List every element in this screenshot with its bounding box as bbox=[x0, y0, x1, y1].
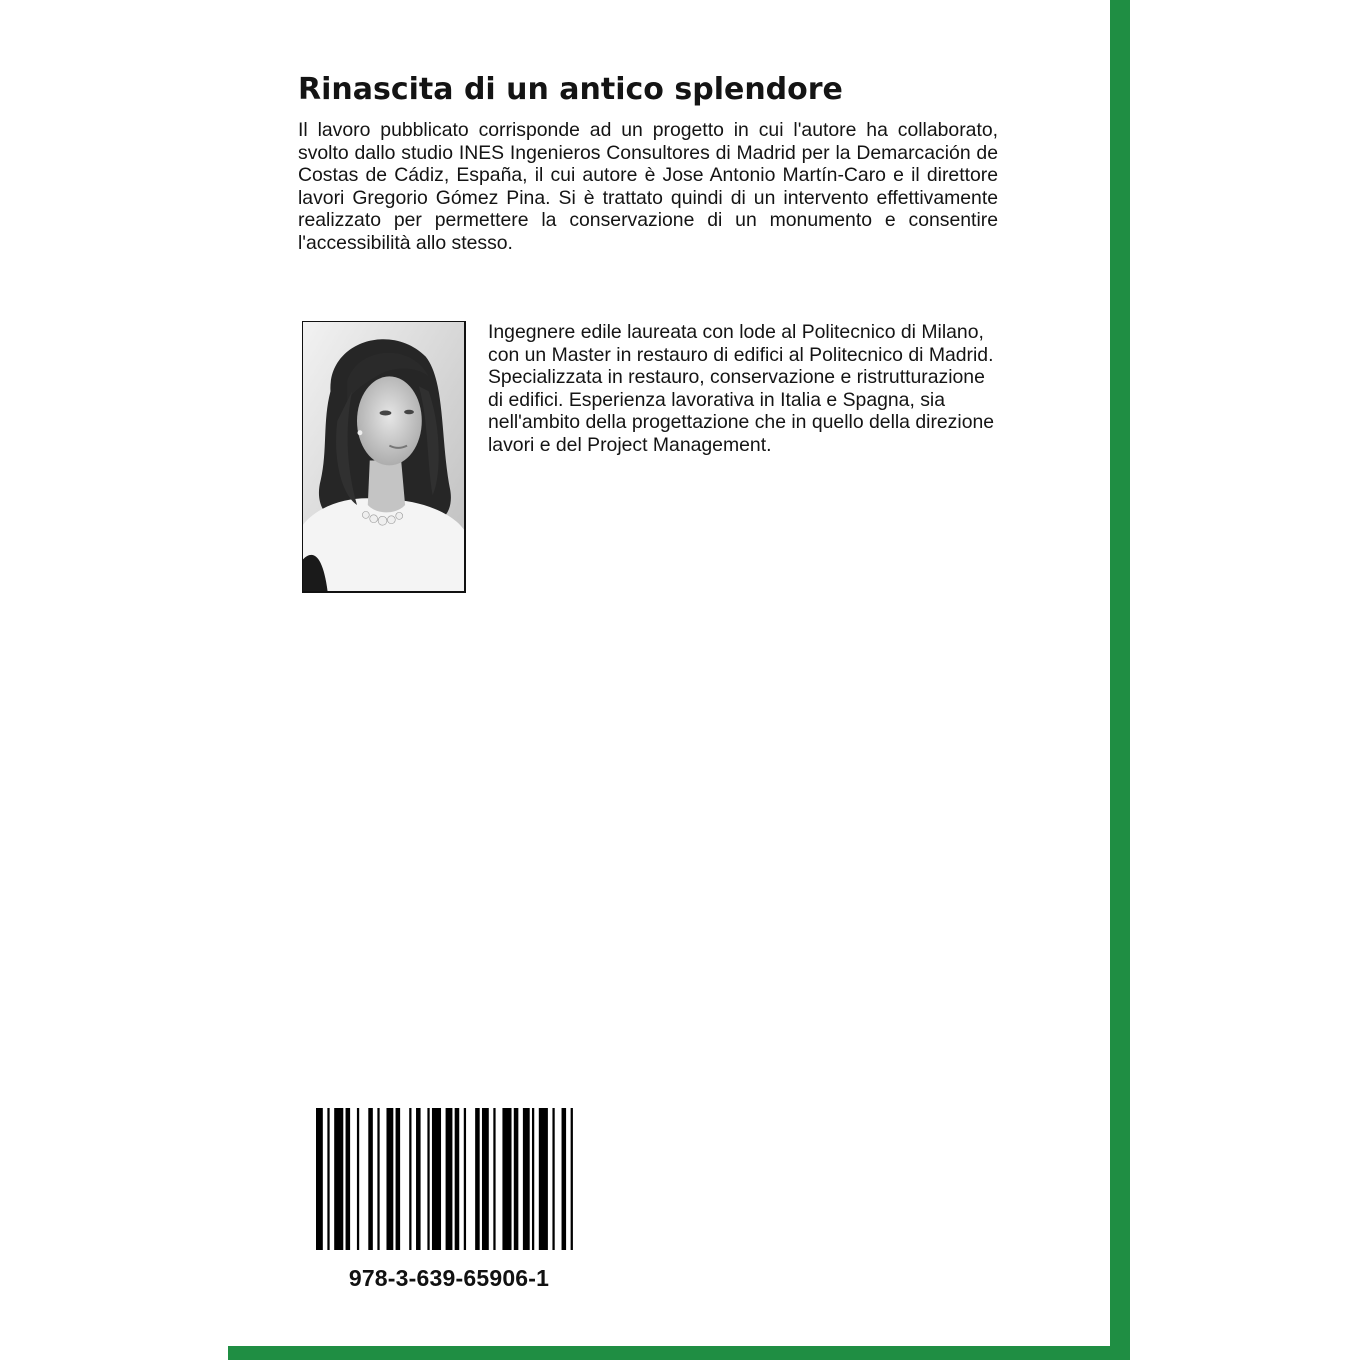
author-photo bbox=[302, 321, 466, 593]
isbn-number: 978-3-639-65906-1 bbox=[348, 1265, 550, 1291]
book-title: Rinascita di un antico splendore bbox=[298, 72, 843, 107]
book-description: Il lavoro pubblicato corrisponde ad un progetto in cui l'autore ha collaborato, svolto dallo studio INES Ingenieros Consultores di Madrid per la Demarcación de Costas de Cádiz, España, il cui autore è Jose Antonio Martín-Caro e il direttore lavori Gregorio Gómez Pina. Si è trattato quindi di un intervento effettivamente realizzato per permettere la conservazione di un monumento e consentire l'accessibilità allo stesso. bbox=[298, 119, 998, 254]
green-border-bottom bbox=[228, 1346, 1130, 1360]
author-portrait-image bbox=[303, 322, 464, 591]
green-border-right bbox=[1110, 0, 1130, 1360]
author-bio: Ingegnere edile laureata con lode al Politecnico di Milano, con un Master in restauro di edifici al Politecnico di Madrid. Specializzata in restauro, conservazione e ristrutturazione di edifici. Esperienza lavorativa in Italia e Spagna, sia nell'ambito della progettazione che in quello della direzione lavori e del Project Management. bbox=[488, 321, 995, 456]
barcode-image bbox=[316, 1108, 582, 1250]
barcode bbox=[316, 1108, 582, 1250]
